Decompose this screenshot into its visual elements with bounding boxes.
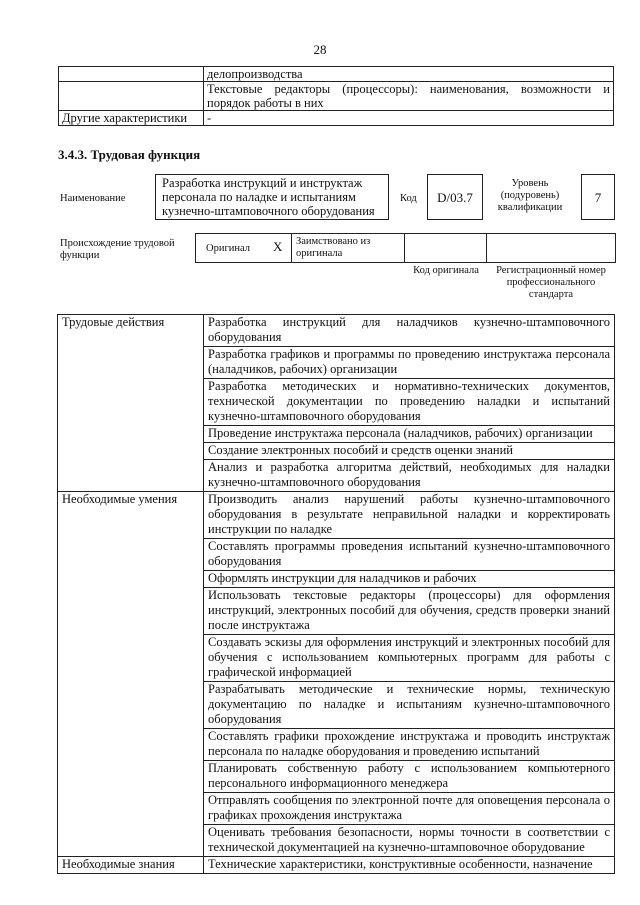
registration-number-label: Регистрационный номер профессионального стандарта [496,265,606,300]
page-number: 28 [313,42,327,57]
code-label: Код [400,193,417,204]
section-title: 3.4.3. Трудовая функция [58,147,201,162]
table-row [59,82,614,111]
qualification-level-box: 7 [581,174,615,220]
original-code-label: Код оригинала [413,265,479,276]
table-cell: Разработка методических и нормативно-технических документов, технической документации по проведению наладки и испытаний кузнечно-штамповочного оборудования [204,379,615,426]
table-cell: Проведение инструктажа персонала (наладчиков, рабочих) организации [204,426,615,443]
function-name-box: Разработка инструкций и инструктаж персонала по наладке и испытаниям кузнечно-штамповочного оборудования [155,174,389,220]
table-cell: Составлять графики прохождение инструктажа и проводить инструктаж персонала по наладке оборудования и проведению испытаний [204,729,615,761]
table-cell: Другие характеристики [59,111,204,126]
table-cell: делопроизводства [204,67,614,82]
group-title: Трудовые действия [58,315,204,492]
original-box [195,233,292,263]
table-cell: Разработка графиков и программы по проведению инструктажа персонала (наладчиков, рабочих) организации [204,347,615,379]
table-row [58,857,615,874]
table-cell: Отправлять сообщения по электронной почте для оповещения персонала о графиках прохождения инструктажа [204,793,615,825]
table-cell: Создавать эскизы для оформления инструкций и электронных пособий для обучения с использованием компьютерных программ для работы с графической информацией [204,635,615,682]
table-cell: Текстовые редакторы (процессоры): наименования, возможности и порядок работы в них [204,82,614,111]
origin-label: Происхождение трудовой функции [60,238,175,261]
registration-number-box [486,233,616,263]
table-cell: Оформлять инструкции для наладчиков и рабочих [204,571,615,588]
table-cell [59,82,204,111]
table-cell: Оценивать требования безопасности, нормы точности в соответствии с технической документацией на кузнечно-штамповочное оборудование [204,825,615,857]
name-label: Наименование [60,193,126,204]
table-cell: Составлять программы проведения испытаний кузнечно-штамповочного оборудования [204,539,615,571]
table-cell: Анализ и разработка алгоритма действий, необходимых для наладки кузнечно-штамповочного оборудования [204,460,615,492]
table-row [58,492,615,539]
table-cell: - [204,111,614,126]
qualification-level-label: Уровень (подуровень) квалификации [497,178,563,213]
function-code-box: D/03.7 [427,174,483,220]
table-cell: Использовать текстовые редакторы (процессоры) для оформления инструкций, электронных пособий для обучения, средств проверки знаний после инструктажа [204,588,615,635]
original-label: Оригинал [206,243,250,254]
original-mark: X [273,239,283,254]
continuation-table [58,66,614,126]
labor-function-table [57,314,615,874]
group-title: Необходимые умения [58,492,204,857]
original-code-box [404,233,487,263]
table-cell: Производить анализ нарушений работы кузнечно-штамповочного оборудования в результате неправильной наладки и корректировать инструкции по наладке [204,492,615,539]
group-title: Необходимые знания [58,857,204,874]
table-cell: Разработка инструкций для наладчиков кузнечно-штамповочного оборудования [204,315,615,347]
table-row [58,315,615,347]
table-cell: Разрабатывать методические и технические нормы, техническую документацию по наладке и испытаниям кузнечно-штамповочного оборудования [204,682,615,729]
table-cell: Создание электронных пособий и средств оценки знаний [204,443,615,460]
table-cell: Технические характеристики, конструктивные особенности, назначение [204,857,615,874]
table-row [59,67,614,82]
table-cell: Планировать собственную работу с использованием компьютерного персонального информационного менеджера [204,761,615,793]
table-row [59,111,614,126]
borrowed-box: Заимствовано из оригинала [291,233,405,263]
table-cell [59,67,204,82]
